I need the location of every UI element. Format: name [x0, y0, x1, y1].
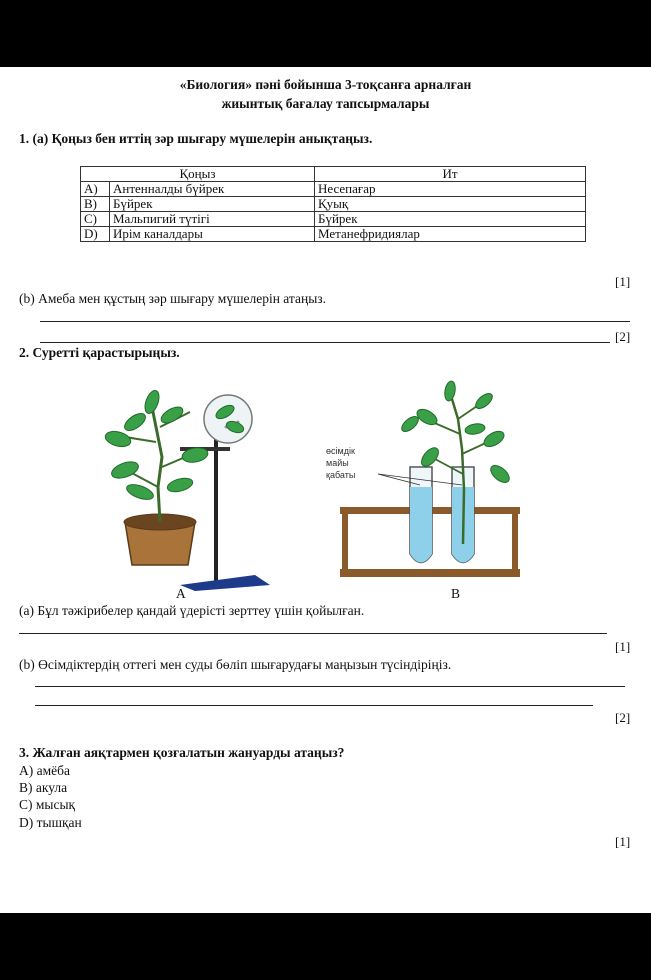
dog-cell: Метанефридиялар [315, 227, 586, 242]
q1-title: 1. (a) Қоңыз бен иттің зәр шығару мүшелерін анықтаңыз. [19, 131, 373, 146]
answer-line[interactable] [19, 633, 607, 634]
option-c[interactable]: C) мысық [19, 797, 76, 812]
beetle-cell: Антенналды бүйрек [110, 182, 315, 197]
header-line-2: жиынтық бағалау тапсырмалары [221, 96, 430, 111]
excretion-table [80, 166, 586, 242]
table-header-beetle: Қоңыз [81, 167, 315, 182]
option-d[interactable]: D) тышқан [19, 815, 82, 830]
q2-title: 2. Суретті қарастырыңыз. [19, 345, 180, 360]
header-line-1: «Биология» пәні бойынша 3-тоқсанға арналған [179, 77, 472, 92]
option-b[interactable]: B) акула [19, 780, 68, 795]
figure-a-plant-in-pot [80, 367, 280, 592]
figure-b-test-tubes [330, 379, 530, 584]
beetle-cell: Мальпигий түтігі [110, 212, 315, 227]
oil-label-line: майы [326, 458, 349, 468]
q2a-mark: [1] [615, 639, 631, 654]
table-header-dog: Ит [315, 167, 586, 182]
figure-b-label: B [451, 586, 461, 601]
figure-a-label: A [176, 586, 186, 601]
dog-cell: Қуық [315, 197, 586, 212]
answer-line[interactable] [40, 342, 610, 343]
answer-line[interactable] [35, 686, 625, 687]
table-row [81, 197, 586, 212]
oil-label-line: өсімдік [326, 446, 355, 456]
oil-label-line: қабаты [326, 470, 356, 480]
q1a-mark: [1] [615, 274, 631, 289]
answer-line[interactable] [35, 705, 593, 706]
row-key: D) [81, 227, 110, 242]
dog-cell: Бүйрек [315, 212, 586, 227]
table-row [81, 227, 586, 242]
q3-mark: [1] [615, 834, 631, 849]
worksheet-page [0, 67, 651, 913]
q2a-text: (a) Бұл тәжірибелер қандай үдерісті зерттеу үшін қойылған. [19, 603, 365, 618]
answer-line[interactable] [40, 321, 630, 322]
q1b-mark: [2] [615, 329, 631, 344]
beetle-cell: Бүйрек [110, 197, 315, 212]
beetle-cell: Ирім каналдары [110, 227, 315, 242]
oil-layer-label [326, 445, 355, 481]
dog-cell: Несепағар [315, 182, 586, 197]
table-row [81, 212, 586, 227]
q2b-mark: [2] [615, 710, 631, 725]
row-key: B) [81, 197, 110, 212]
row-key: A) [81, 182, 110, 197]
table-header-row [81, 167, 586, 182]
option-a[interactable]: A) амёба [19, 763, 71, 778]
q1b-text: (b) Амеба мен құстың зәр шығару мүшелерін атаңыз. [19, 291, 326, 306]
table-row [81, 182, 586, 197]
q3-title: 3. Жалған аяқтармен қозғалатын жануарды атаңыз? [19, 745, 345, 760]
q2b-text: (b) Өсімдіктердің оттегі мен суды бөліп шығарудағы маңызын түсіндіріңіз. [19, 657, 452, 672]
row-key: C) [81, 212, 110, 227]
